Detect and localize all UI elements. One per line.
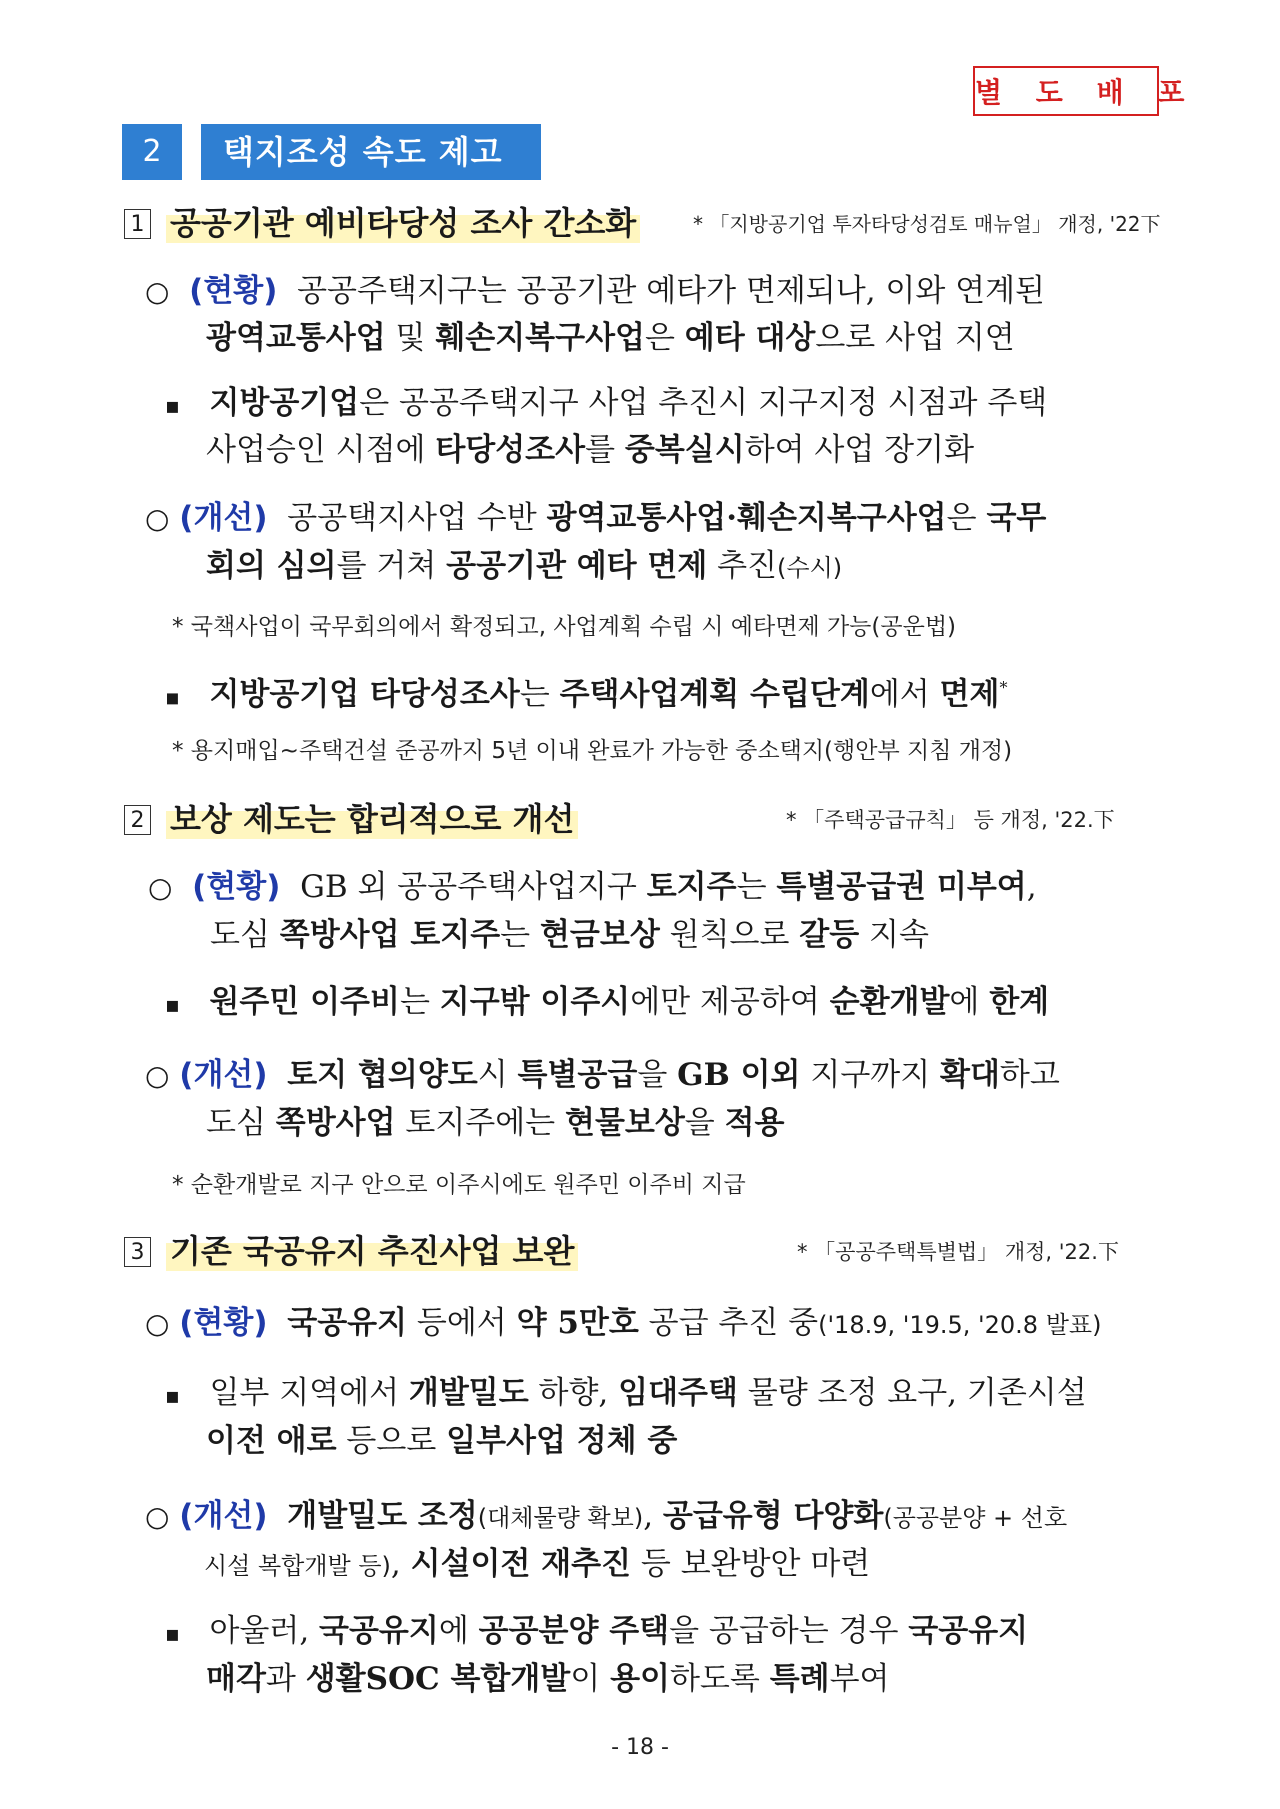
s2-current-line2: 도심 쪽방사업 토지주는 현금보상 원칙으로 갈등 지속 [210,917,929,953]
s3-bullet2-line2: 매각과 생활SOC 복합개발이 용이하도록 특례부여 [206,1661,890,1697]
subsection-1-title: 공공기관 예비타당성 조사 간소화 [166,203,640,243]
s3-bullet1-line2: 이전 애로 등으로 일부사업 정체 중 [206,1423,678,1459]
subsection-3-number: 3 [124,1237,151,1267]
s1-current-line1: ○ (현황) 공공주택지구는 공공기관 예타가 면제되나, 이와 연계된 [145,273,1045,309]
page-number: - 18 - [611,1735,669,1760]
subsection-3-title: 기존 국공유지 추진사업 보완 [166,1231,578,1271]
s1-footnote2: * 용지매입~주택건설 준공까지 5년 이내 완료가 가능한 중소택지(행안부 지침 개정) [172,738,1013,764]
subsection-1-number: 1 [124,209,151,239]
s1-bullet2: ▪ 지방공기업 타당성조사는 주택사업계획 수립단계에서 면제* [165,676,1008,713]
section-title: 택지조성 속도 제고 [201,124,541,180]
subsection-1-note: * 「지방공기업 투자타당성검토 매뉴얼」 개정, '22下 [693,212,1161,236]
s3-improve-line2: 시설 복합개발 등), 시설이전 재추진 등 보완방안 마련 [204,1546,871,1582]
s3-improve-line1: ○ (개선) 개발밀도 조정(대체물량 확보), 공급유형 다양화(공공분양 + 선호 [145,1498,1068,1534]
distribution-stamp: 별 도 배 포 [973,66,1159,116]
subsection-2-number: 2 [124,805,151,835]
s2-current-line1: ○ (현황) GB 외 공공주택사업지구 토지주는 특별공급권 미부여, [148,869,1037,905]
s3-bullet1-line1: ▪ 일부 지역에서 개발밀도 하향, 임대주택 물량 조정 요구, 기존시설 [165,1375,1087,1411]
subsection-2-title: 보상 제도는 합리적으로 개선 [166,799,578,839]
s1-footnote1: * 국책사업이 국무회의에서 확정되고, 사업계획 수립 시 예타면제 가능(공운법) [172,614,957,640]
s2-bullet1: ▪ 원주민 이주비는 지구밖 이주시에만 제공하여 순환개발에 한계 [165,984,1050,1020]
s2-improve-line2: 도심 쪽방사업 토지주에는 현물보상을 적용 [206,1105,785,1141]
s3-current-line1: ○ (현황) 국공유지 등에서 약 5만호 공급 추진 중('18.9, '19.5, '20.8 발표) [145,1305,1102,1341]
subsection-3-note: * 「공공주택특별법」 개정, '22.下 [797,1240,1119,1264]
s2-footnote1: * 순환개발로 지구 안으로 이주시에도 원주민 이주비 지급 [172,1172,746,1198]
s1-current-line2: 광역교통사업 및 훼손지복구사업은 예타 대상으로 사업 지연 [206,320,1015,356]
s3-bullet2-line1: ▪ 아울러, 국공유지에 공공분양 주택을 공급하는 경우 국공유지 [165,1613,1029,1649]
s1-improve-line2: 회의 심의를 거쳐 공공기관 예타 면제 추진(수시) [206,548,843,584]
s1-bullet1-line2: 사업승인 시점에 타당성조사를 중복실시하여 사업 장기화 [206,432,975,468]
s1-bullet1-line1: ▪ 지방공기업은 공공주택지구 사업 추진시 지구지정 시점과 주택 [165,385,1048,421]
subsection-2-note: * 「주택공급규칙」 등 개정, '22.下 [786,808,1115,832]
s1-improve-line1: ○ (개선) 공공택지사업 수반 광역교통사업·훼손지복구사업은 국무 [145,500,1047,536]
section-number: 2 [122,124,182,180]
s2-improve-line1: ○ (개선) 토지 협의양도시 특별공급을 GB 이외 지구까지 확대하고 [145,1057,1060,1093]
